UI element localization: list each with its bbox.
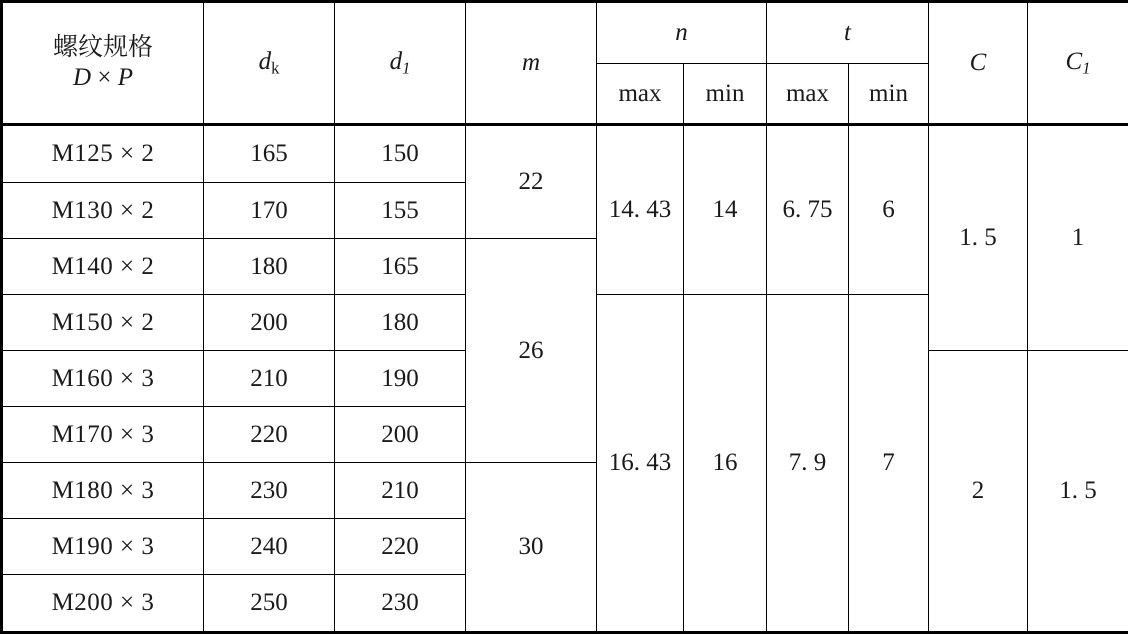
header-dk-sub: k [271,58,280,78]
cell-d1: 210 [335,463,466,519]
cell-dk: 165 [204,125,335,183]
header-p-symbol: P [117,64,133,92]
cell-d1: 165 [335,239,466,295]
header-d1 [335,2,466,125]
cell-t-max-2: 7. 9 [767,295,849,633]
header-dk-base: d [258,47,272,75]
header-c [929,2,1028,125]
cell-spec: M160 × 3 [2,351,204,407]
header-n-group [597,2,767,64]
cell-spec: M170 × 3 [2,407,204,463]
cell-dk: 220 [204,407,335,463]
header-c1 [1028,2,1128,125]
cell-m-22: 22 [466,125,597,239]
header-n-min: min [684,63,767,125]
cell-d1: 200 [335,407,466,463]
header-d1-sub: 1 [402,58,411,78]
cell-t-min-1: 6 [849,125,929,295]
cell-dk: 200 [204,295,335,351]
table-row [2,125,1128,183]
cell-dk: 180 [204,239,335,295]
cell-n-max-1: 14. 43 [597,125,684,295]
cell-d1: 180 [335,295,466,351]
cell-d1: 150 [335,125,466,183]
cell-t-max-1: 6. 75 [767,125,849,295]
cell-n-min-2: 16 [684,295,767,633]
cell-dk: 210 [204,351,335,407]
cell-spec: M125 × 2 [2,125,204,183]
cell-spec: M140 × 2 [2,239,204,295]
header-t-group [767,2,929,64]
cell-t-min-2: 7 [849,295,929,633]
cell-c1-1: 1 [1028,125,1128,351]
cell-c-1: 1. 5 [929,125,1028,351]
header-thread-spec-line1: 螺纹规格 [52,33,153,61]
header-times-symbol: × [97,64,112,92]
header-n-max: max [597,63,684,125]
cell-m-26: 26 [466,239,597,463]
cell-d1: 230 [335,575,466,633]
header-m [466,2,597,125]
cell-c1-2: 1. 5 [1028,351,1128,633]
cell-n-max-2: 16. 43 [597,295,684,633]
header-thread-spec-line2 [3,63,203,94]
cell-spec: M150 × 2 [2,295,204,351]
cell-dk: 230 [204,463,335,519]
cell-spec: M200 × 3 [2,575,204,633]
cell-d1: 220 [335,519,466,575]
header-n-symbol: n [675,18,688,46]
cell-spec: M130 × 2 [2,183,204,239]
cell-dk: 240 [204,519,335,575]
header-d1-base: d [389,47,403,75]
table-header-row-1 [2,2,1128,64]
header-t-symbol: t [844,18,851,46]
cell-spec: M190 × 3 [2,519,204,575]
cell-d1: 190 [335,351,466,407]
cell-dk: 170 [204,183,335,239]
cell-spec: M180 × 3 [2,463,204,519]
header-t-min: min [849,63,929,125]
cell-m-30: 30 [466,463,597,633]
header-dk [204,2,335,125]
header-m-symbol: m [521,49,541,77]
header-t-max: max [767,63,849,125]
cell-d1: 155 [335,183,466,239]
header-c-symbol: C [969,49,987,77]
header-thread-spec [2,2,204,125]
header-d-symbol: D [73,64,92,92]
header-c1-base: C [1065,47,1083,75]
cell-c-2: 2 [929,351,1028,633]
header-c1-sub: 1 [1082,58,1091,78]
cell-dk: 250 [204,575,335,633]
cell-n-min-1: 14 [684,125,767,295]
